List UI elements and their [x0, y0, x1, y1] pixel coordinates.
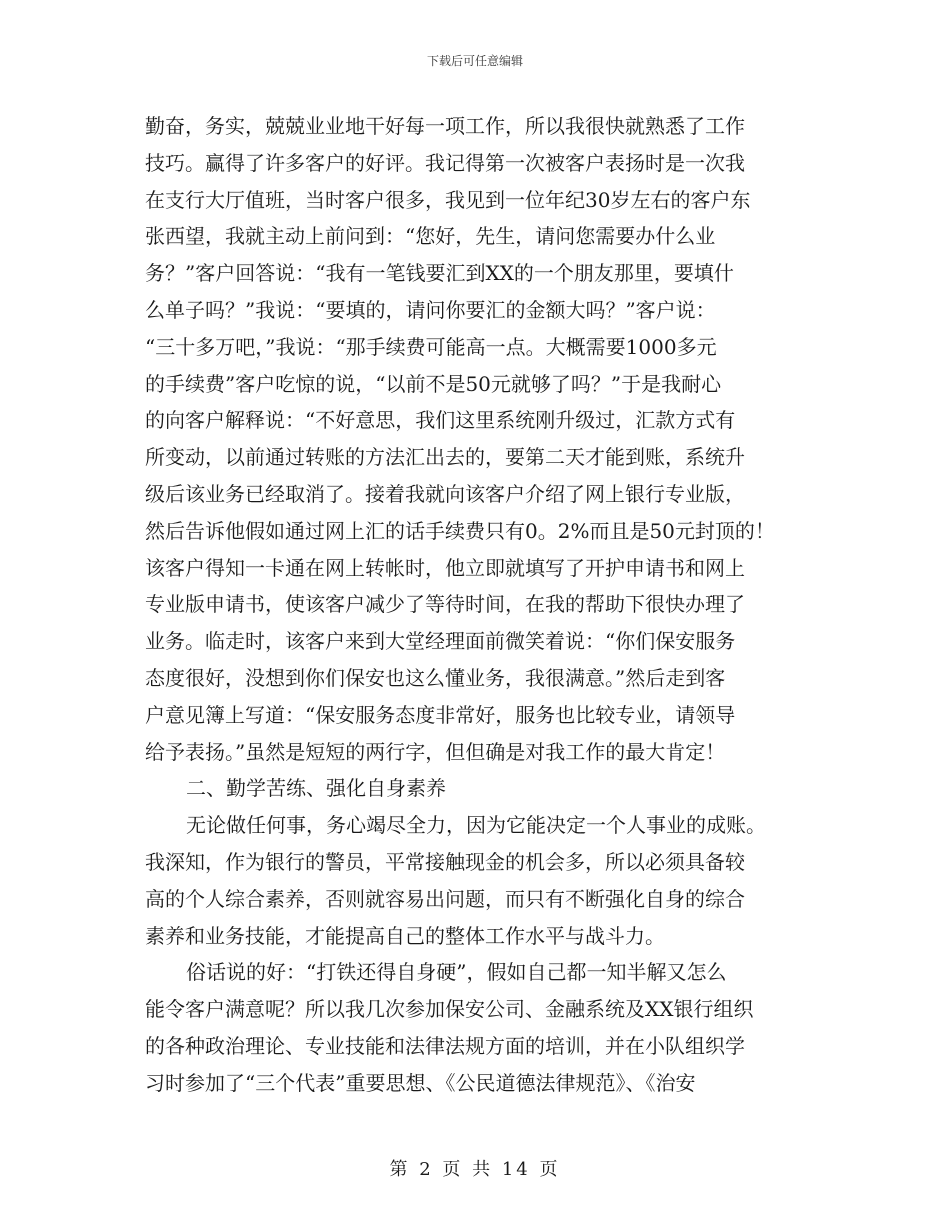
- text-line: 户意见簿上写道：“保安服务态度非常好，服务也比较专业，请领导: [145, 702, 736, 727]
- text-line: 高的个人综合素养，否则就容易出问题，而只有不断强化自身的综合: [145, 886, 745, 911]
- text-line: 么单子吗？”我说：“要填的，请问你要汇的金额大吗？”客户说：: [145, 297, 716, 322]
- text-line: 勤奋，务实，兢兢业业地干好每一项工作，所以我很快就熟悉了工作: [145, 114, 745, 138]
- section-heading: 二、勤学苦练、强化自身素养: [186, 776, 446, 801]
- text-line: 所变动，以前通过转账的方法汇出去的，要第二天才能到账，系统升: [145, 445, 745, 470]
- text-line: 态度很好，没想到你们保安也这么懂业务，我很满意。”然后走到客: [145, 665, 726, 690]
- text-line: 的向客户解释说：“不好意思，我们这里系统刚升级过，汇款方式有: [145, 408, 736, 433]
- text-line: “三十多万吧，”我说：“那手续费可能高一点。大概需要1000多元: [145, 334, 717, 359]
- text-line: 的各种政治理论、专业技能和法律法规方面的培训，并在小队组织学: [145, 1033, 745, 1058]
- text-line: 该客户得知一卡通在网上转帐时，他立即就填写了开护申请书和网上: [145, 555, 745, 580]
- text-line: 俗话说的好：“打铁还得自身硬”，假如自己都一知半解又怎么: [186, 960, 727, 985]
- text-line: 在支行大厅值班，当时客户很多，我见到一位年纪30岁左右的客户东: [145, 187, 751, 212]
- page-header: 下载后可任意编辑: [426, 54, 523, 68]
- page-footer: 第 2 页 共 14 页: [389, 1159, 561, 1180]
- text-line: 给予表扬。”虽然是短短的两行字，但但确是对我工作的最大肯定！: [145, 739, 726, 764]
- text-line: 务？”客户回答说：“我有一笔钱要汇到XX的一个朋友那里，要填什: [145, 261, 734, 286]
- text-line: 无论做任何事，务心竭尽全力，因为它能决定一个人事业的成账。: [186, 813, 766, 838]
- text-line: 专业版申请书，使该客户减少了等待时间，在我的帮助下很快办理了: [145, 592, 745, 617]
- text-line: 张西望，我就主动上前问到：“您好，先生，请问您需要办什么业: [145, 224, 716, 249]
- text-line: 级后该业务已经取消了。接着我就向该客户介绍了网上银行专业版，: [145, 481, 745, 506]
- text-line: 然后告诉他假如通过网上汇的话手续费只有0。2%而且是50元封顶的！: [145, 518, 775, 543]
- text-line: 业务。临走时，该客户来到大堂经理面前微笑着说：“你们保安服务: [145, 629, 736, 654]
- text-line: 素养和业务技能，才能提高自己的整体工作水平与战斗力。: [145, 923, 665, 948]
- text-line: 的手续费”客户吃惊的说，“以前不是50元就够了吗？”于是我耐心: [145, 371, 722, 396]
- text-line: 习时参加了“三个代表”重要思想、《公民道德法律规范》、《治安: [145, 1070, 696, 1095]
- text-line: 技巧。赢得了许多客户的好评。我记得第一次被客户表扬时是一次我: [145, 150, 745, 175]
- document-body: [145, 108, 810, 1102]
- text-line: 能令客户满意呢？所以我几次参加保安公司、金融系统及XX银行组织: [145, 997, 754, 1022]
- text-line: 我深知，作为银行的警员，平常接触现金的机会多，所以必须具备较: [145, 849, 745, 874]
